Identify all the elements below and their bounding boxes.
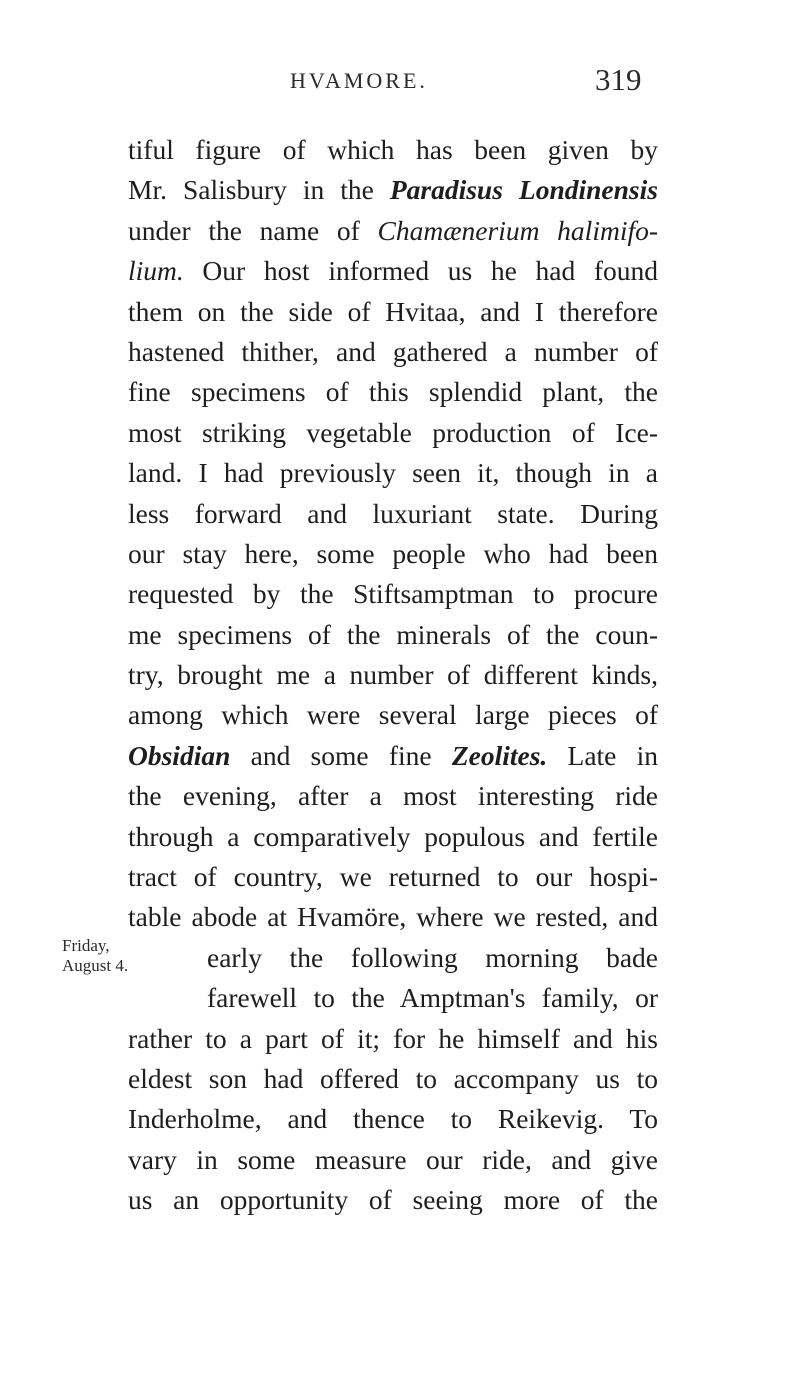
running-title: HVAMORE.	[290, 68, 428, 93]
body-text	[128, 130, 658, 1221]
text-line: our stay here, some people who had been	[128, 537, 658, 569]
text-line: land. I had previously seen it, though in a	[128, 457, 658, 489]
text-line: among which were several large pieces of	[128, 699, 658, 731]
text-line: less forward and luxuriant state. During	[128, 497, 658, 529]
text-line: through a comparatively populous and fertile	[128, 820, 658, 852]
text-line: us an opportunity of seeing more of the	[128, 1184, 658, 1216]
text-line: tiful figure of which has been given by	[128, 134, 658, 165]
text-line: the evening, after a most interesting ride	[128, 780, 658, 812]
text-line: rather to a part of it; for he himself and his	[128, 1022, 658, 1054]
text-line: me specimens of the minerals of the coun-	[128, 618, 658, 650]
text-line: Mr. Salisbury in the Paradisus Londinensis	[128, 174, 658, 206]
italic-mineral-name: Zeolites.	[451, 739, 548, 771]
text-line: farewell to the Amptman's family, or	[207, 982, 658, 1014]
text-line: under the name of Chamænerium halimifo-	[128, 214, 659, 246]
text-line: vary in some measure our ride, and give	[128, 1143, 658, 1175]
text-line: requested by the Stiftsamptman to procure	[128, 578, 658, 610]
page-number: 319	[595, 62, 642, 97]
text-line: eldest son had offered to accompany us to	[128, 1062, 658, 1094]
italic-title: Paradisus Londinensis	[389, 174, 658, 206]
italic-mineral-name: Obsidian	[128, 739, 231, 771]
italic-species-name: lium.	[128, 255, 184, 287]
text-line: tract of country, we returned to our hospi-	[128, 861, 658, 893]
marginal-note-line: Friday,	[62, 936, 110, 955]
text-line: lium. Our host informed us he had found	[128, 255, 658, 287]
text-line: fine specimens of this splendid plant, the	[128, 376, 658, 408]
text-line: table abode at Hvamöre, where we rested, and	[128, 901, 658, 933]
text-line: Obsidian and some fine Zeolites. Late in	[128, 739, 658, 771]
marginal-date-note	[62, 936, 128, 976]
text-line: Inderholme, and thence to Reikevig. To	[128, 1103, 658, 1135]
italic-species-name: Chamænerium halimifo-	[377, 214, 659, 246]
text-line: most striking vegetable production of Ice-	[128, 416, 658, 448]
marginal-note-line: August 4.	[62, 956, 129, 975]
running-head	[0, 62, 800, 102]
text-line: early the following morning bade	[207, 941, 658, 973]
text-line: try, brought me a number of different kinds,	[128, 659, 658, 691]
text-line: them on the side of Hvitaa, and I therefore	[128, 295, 658, 327]
text-line: hastened thither, and gathered a number of	[128, 335, 658, 367]
